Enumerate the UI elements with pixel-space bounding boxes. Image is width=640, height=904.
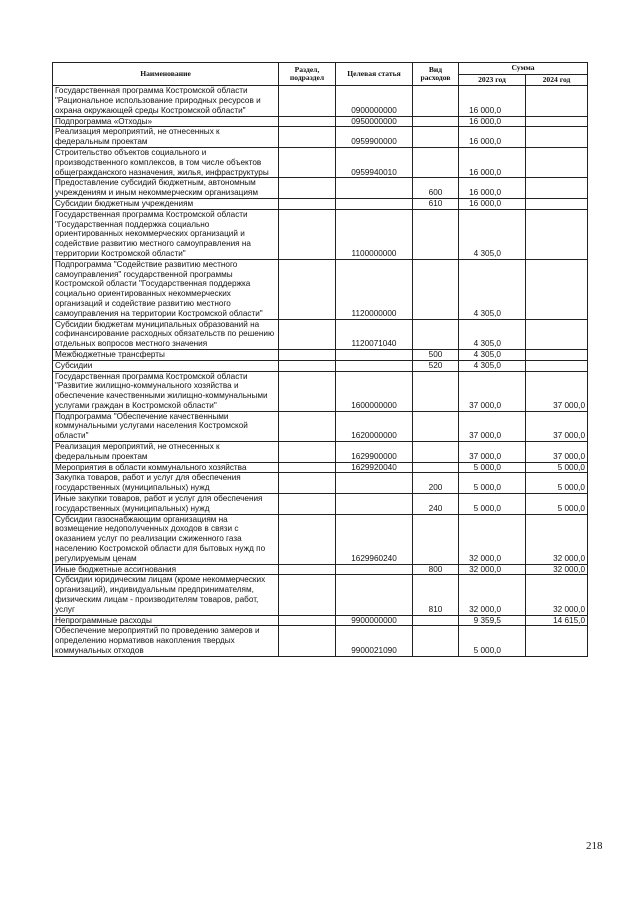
cell-section bbox=[279, 259, 336, 319]
cell-section bbox=[279, 178, 336, 199]
cell-2024 bbox=[526, 349, 588, 360]
cell-type: 800 bbox=[413, 564, 459, 575]
cell-type bbox=[413, 209, 459, 259]
cell-2023: 32 000,0 bbox=[459, 514, 526, 564]
table-row bbox=[53, 564, 588, 575]
cell-2024 bbox=[526, 259, 588, 319]
cell-name: Закупка товаров, работ и услуг для обеспечения государственных (муниципальных) нужд bbox=[53, 473, 279, 494]
cell-name: Реализация мероприятий, не отнесенных к федеральным проектам bbox=[53, 442, 279, 463]
cell-target bbox=[336, 198, 413, 209]
cell-type bbox=[413, 116, 459, 127]
cell-section bbox=[279, 514, 336, 564]
cell-target: 1120071040 bbox=[336, 319, 413, 349]
table-row bbox=[53, 259, 588, 319]
table-row bbox=[53, 442, 588, 463]
cell-2023: 4 305,0 bbox=[459, 349, 526, 360]
table-row bbox=[53, 371, 588, 411]
cell-target: 1629960240 bbox=[336, 514, 413, 564]
cell-2023: 4 305,0 bbox=[459, 259, 526, 319]
cell-2024: 32 000,0 bbox=[526, 575, 588, 615]
table-row bbox=[53, 360, 588, 371]
cell-type bbox=[413, 514, 459, 564]
cell-2023: 9 359,5 bbox=[459, 615, 526, 626]
cell-2023: 4 305,0 bbox=[459, 209, 526, 259]
cell-target: 0959940010 bbox=[336, 147, 413, 177]
cell-2023: 16 000,0 bbox=[459, 127, 526, 148]
cell-2024: 5 000,0 bbox=[526, 462, 588, 473]
cell-target bbox=[336, 564, 413, 575]
cell-2023: 32 000,0 bbox=[459, 575, 526, 615]
cell-type: 240 bbox=[413, 494, 459, 515]
cell-2024 bbox=[526, 86, 588, 116]
cell-name: Государственная программа Костромской области "Рациональное использование природных ресурсов и охрана окружающей среды Костромской области" bbox=[53, 86, 279, 116]
cell-type: 600 bbox=[413, 178, 459, 199]
table-row bbox=[53, 209, 588, 259]
table-row bbox=[53, 626, 588, 656]
cell-name: Обеспечение мероприятий по проведению замеров и определению нормативов накопления твердых коммунальных отходов bbox=[53, 626, 279, 656]
cell-type: 810 bbox=[413, 575, 459, 615]
cell-target: 1620000000 bbox=[336, 411, 413, 441]
cell-name: Иные закупки товаров, работ и услуг для обеспечения государственных (муниципальных) нужд bbox=[53, 494, 279, 515]
cell-name: Подпрограмма "Содействие развитию местного самоуправления" государственной программы Костромской области "Государственная поддержка социально ориентированных некоммерческих организаций и содействие развитию местного самоуправления на территории Костромской области" bbox=[53, 259, 279, 319]
cell-name: Государственная программа Костромской области "Государственная поддержка социально ориентированных некоммерческих организаций и содействие развитию местного самоуправления на территории Костромской области" bbox=[53, 209, 279, 259]
cell-2024: 14 615,0 bbox=[526, 615, 588, 626]
cell-target bbox=[336, 349, 413, 360]
cell-2023: 16 000,0 bbox=[459, 147, 526, 177]
cell-type bbox=[413, 442, 459, 463]
cell-target: 0959900000 bbox=[336, 127, 413, 148]
cell-2024 bbox=[526, 147, 588, 177]
cell-section bbox=[279, 349, 336, 360]
cell-2023: 37 000,0 bbox=[459, 442, 526, 463]
cell-section bbox=[279, 147, 336, 177]
cell-section bbox=[279, 615, 336, 626]
cell-section bbox=[279, 371, 336, 411]
cell-section bbox=[279, 319, 336, 349]
cell-2024: 37 000,0 bbox=[526, 411, 588, 441]
cell-name: Межбюджетные трансферты bbox=[53, 349, 279, 360]
cell-2023: 5 000,0 bbox=[459, 462, 526, 473]
cell-2023: 16 000,0 bbox=[459, 178, 526, 199]
cell-target: 1100000000 bbox=[336, 209, 413, 259]
cell-target bbox=[336, 473, 413, 494]
table-row bbox=[53, 349, 588, 360]
cell-2023: 4 305,0 bbox=[459, 319, 526, 349]
cell-target: 9900021090 bbox=[336, 626, 413, 656]
table-row bbox=[53, 411, 588, 441]
table-row bbox=[53, 514, 588, 564]
cell-section bbox=[279, 626, 336, 656]
cell-target bbox=[336, 360, 413, 371]
budget-table bbox=[52, 62, 588, 657]
cell-name: Строительство объектов социального и производственного комплексов, в том числе объектов общегражданского назначения, жилья, инфраструктуры bbox=[53, 147, 279, 177]
cell-2023: 16 000,0 bbox=[459, 198, 526, 209]
table-row bbox=[53, 127, 588, 148]
cell-section bbox=[279, 127, 336, 148]
cell-section bbox=[279, 116, 336, 127]
cell-2024 bbox=[526, 319, 588, 349]
cell-2024: 5 000,0 bbox=[526, 473, 588, 494]
cell-target: 9900000000 bbox=[336, 615, 413, 626]
cell-type bbox=[413, 615, 459, 626]
cell-name: Реализация мероприятий, не отнесенных к федеральным проектам bbox=[53, 127, 279, 148]
cell-name: Государственная программа Костромской области "Развитие жилищно-коммунального хозяйства и обеспечение качественными жилищно-коммунальными услугами граждан в Костромской области" bbox=[53, 371, 279, 411]
cell-section bbox=[279, 198, 336, 209]
table-body bbox=[53, 86, 588, 657]
cell-type: 200 bbox=[413, 473, 459, 494]
cell-name: Подпрограмма «Отходы» bbox=[53, 116, 279, 127]
cell-type bbox=[413, 626, 459, 656]
cell-2024 bbox=[526, 209, 588, 259]
cell-2024: 37 000,0 bbox=[526, 442, 588, 463]
cell-2023: 4 305,0 bbox=[459, 360, 526, 371]
cell-2023: 37 000,0 bbox=[459, 371, 526, 411]
cell-2023: 37 000,0 bbox=[459, 411, 526, 441]
table-row bbox=[53, 198, 588, 209]
table-row bbox=[53, 319, 588, 349]
table-row bbox=[53, 178, 588, 199]
cell-2024: 32 000,0 bbox=[526, 514, 588, 564]
header-type: Вид расходов bbox=[413, 63, 459, 86]
cell-2024 bbox=[526, 116, 588, 127]
cell-2024: 37 000,0 bbox=[526, 371, 588, 411]
cell-name: Предоставление субсидий бюджетным, автономным учреждениям и иным некоммерческим организациям bbox=[53, 178, 279, 199]
table-row bbox=[53, 116, 588, 127]
cell-target: 1629900000 bbox=[336, 442, 413, 463]
cell-type bbox=[413, 86, 459, 116]
cell-target: 0900000000 bbox=[336, 86, 413, 116]
page-number: 218 bbox=[586, 840, 603, 852]
table-row bbox=[53, 473, 588, 494]
cell-2024: 5 000,0 bbox=[526, 494, 588, 515]
cell-name: Иные бюджетные ассигнования bbox=[53, 564, 279, 575]
cell-type: 500 bbox=[413, 349, 459, 360]
cell-section bbox=[279, 209, 336, 259]
cell-2023: 16 000,0 bbox=[459, 116, 526, 127]
cell-name: Субсидии бюджетным учреждениям bbox=[53, 198, 279, 209]
cell-name: Подпрограмма "Обеспечение качественными коммунальными услугами населения Костромской области" bbox=[53, 411, 279, 441]
cell-target bbox=[336, 575, 413, 615]
cell-2023: 5 000,0 bbox=[459, 473, 526, 494]
cell-2023: 16 000,0 bbox=[459, 86, 526, 116]
cell-section bbox=[279, 462, 336, 473]
cell-2024 bbox=[526, 198, 588, 209]
cell-section bbox=[279, 473, 336, 494]
cell-2024: 32 000,0 bbox=[526, 564, 588, 575]
cell-section bbox=[279, 442, 336, 463]
cell-target: 1629920040 bbox=[336, 462, 413, 473]
cell-name: Субсидии газоснабжающим организациям на возмещение недополученных доходов в связи с оказанием услуг по реализации сжиженного газа населению Костромской области для бытовых нужд по регулируемым ценам bbox=[53, 514, 279, 564]
table-row bbox=[53, 147, 588, 177]
cell-2024 bbox=[526, 626, 588, 656]
cell-name: Субсидии бюджетам муниципальных образований на софинансирование расходных обязательств по решению отдельных вопросов местного значения bbox=[53, 319, 279, 349]
table-header bbox=[53, 63, 588, 86]
table-row bbox=[53, 86, 588, 116]
cell-2024 bbox=[526, 360, 588, 371]
cell-type bbox=[413, 259, 459, 319]
header-sum: Сумма bbox=[459, 63, 588, 75]
cell-2023: 5 000,0 bbox=[459, 494, 526, 515]
cell-name: Субсидии юридическим лицам (кроме некоммерческих организаций), индивидуальным предпринимателям, физическим лицам - производителям товаров, работ, услуг bbox=[53, 575, 279, 615]
cell-section bbox=[279, 411, 336, 441]
cell-type bbox=[413, 147, 459, 177]
cell-section bbox=[279, 86, 336, 116]
header-2023: 2023 год bbox=[459, 74, 526, 86]
table-row bbox=[53, 615, 588, 626]
cell-target: 0950000000 bbox=[336, 116, 413, 127]
cell-name: Непрограммные расходы bbox=[53, 615, 279, 626]
header-section: Раздел, подраздел bbox=[279, 63, 336, 86]
cell-type: 610 bbox=[413, 198, 459, 209]
cell-2023: 5 000,0 bbox=[459, 626, 526, 656]
table-row bbox=[53, 575, 588, 615]
cell-name: Субсидии bbox=[53, 360, 279, 371]
cell-target: 1600000000 bbox=[336, 371, 413, 411]
cell-2024 bbox=[526, 127, 588, 148]
cell-section bbox=[279, 575, 336, 615]
cell-target bbox=[336, 494, 413, 515]
table-row bbox=[53, 462, 588, 473]
table-row bbox=[53, 494, 588, 515]
cell-type bbox=[413, 371, 459, 411]
header-name: Наименование bbox=[53, 63, 279, 86]
cell-2024 bbox=[526, 178, 588, 199]
cell-section bbox=[279, 564, 336, 575]
header-target: Целевая статья bbox=[336, 63, 413, 86]
cell-type bbox=[413, 127, 459, 148]
cell-target: 1120000000 bbox=[336, 259, 413, 319]
cell-name: Мероприятия в области коммунального хозяйства bbox=[53, 462, 279, 473]
cell-2023: 32 000,0 bbox=[459, 564, 526, 575]
cell-section bbox=[279, 494, 336, 515]
cell-section bbox=[279, 360, 336, 371]
cell-type bbox=[413, 319, 459, 349]
cell-target bbox=[336, 178, 413, 199]
cell-type bbox=[413, 411, 459, 441]
header-2024: 2024 год bbox=[526, 74, 588, 86]
cell-type bbox=[413, 462, 459, 473]
cell-type: 520 bbox=[413, 360, 459, 371]
